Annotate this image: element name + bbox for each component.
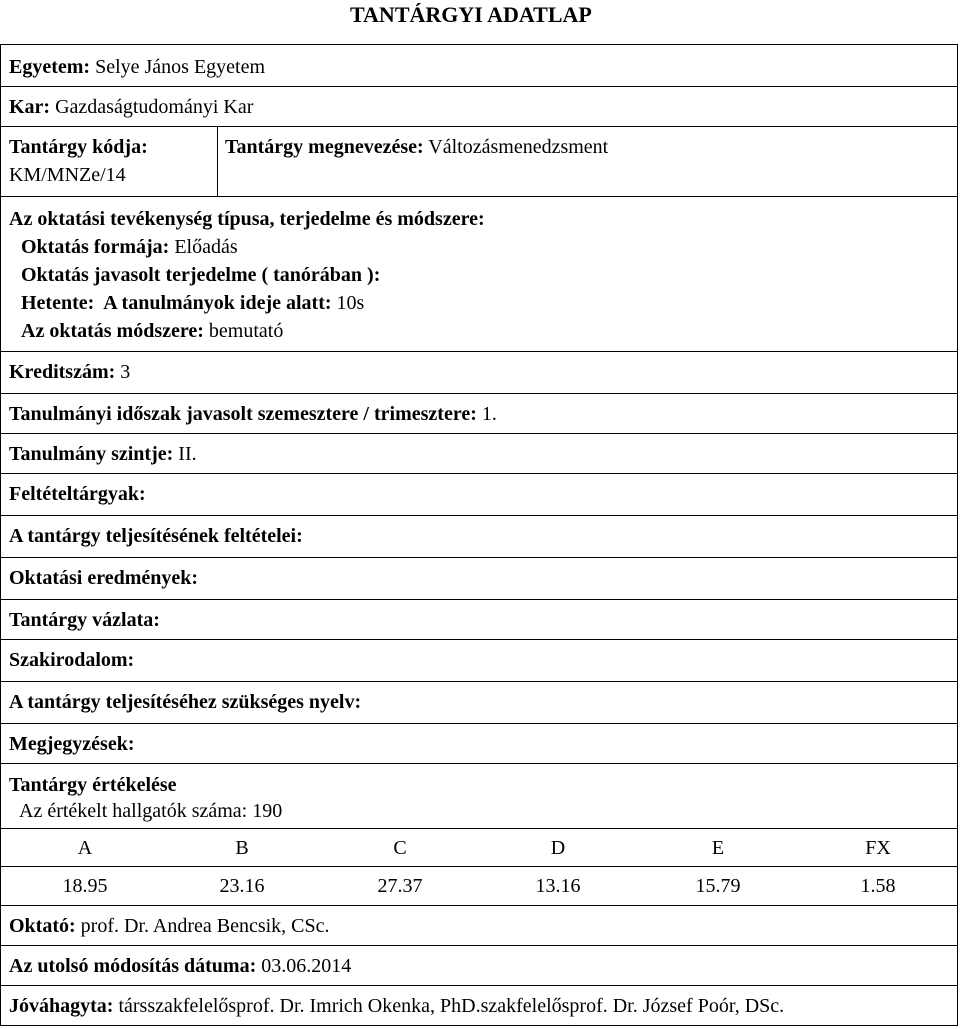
course-code-value: KM/MNZe/14 <box>9 164 126 186</box>
university-row <box>1 45 957 87</box>
grade-label-c: C <box>393 837 407 859</box>
grade-label-a: A <box>77 837 93 859</box>
semester-row <box>1 394 957 434</box>
evaluation-students-text: Az értékelt hallgatók száma: 190 <box>19 800 283 822</box>
grade-value-b: 23.16 <box>219 875 265 897</box>
conditions-label: A tantárgy teljesítésének feltételei: <box>9 525 303 547</box>
grade-label-d: D <box>550 837 566 859</box>
grade-values-row <box>1 867 957 905</box>
last-modified-label: Az utolsó módosítás dátuma: <box>9 955 257 977</box>
literature-label: Szakirodalom: <box>9 649 135 671</box>
credits-row <box>1 352 957 394</box>
prerequisites-row <box>1 474 957 516</box>
activity-form-value: Előadás <box>169 236 238 258</box>
course-id-row <box>1 127 957 197</box>
outline-row <box>1 600 957 640</box>
level-row <box>1 434 957 474</box>
notes-label: Megjegyzések: <box>9 733 135 755</box>
grade-distribution-table <box>1 829 957 906</box>
approved-row <box>1 986 957 1025</box>
grade-value-a: 18.95 <box>62 875 108 897</box>
document-title <box>0 2 960 42</box>
activity-row <box>1 197 957 352</box>
credits-value: 3 <box>115 361 131 383</box>
last-modified-value: 03.06.2014 <box>256 955 352 977</box>
grade-value-fx: 1.58 <box>860 875 896 897</box>
grade-label-b: B <box>235 837 249 859</box>
notes-row <box>1 724 957 764</box>
university-label: Egyetem: <box>9 56 91 78</box>
outcomes-row <box>1 558 957 600</box>
grade-value-c: 27.37 <box>377 875 423 897</box>
grade-label-e: E <box>711 837 725 859</box>
lecturer-label: Oktató: <box>9 915 76 937</box>
prerequisites-label: Feltételtárgyak: <box>9 483 146 505</box>
lecturer-value: prof. Dr. Andrea Bencsik, CSc. <box>75 915 330 937</box>
activity-form-label: Oktatás formája: <box>21 236 170 258</box>
activity-scope-label: Oktatás javasolt terjedelme ( tanórában ): <box>21 264 381 286</box>
activity-period-value: 10s <box>331 292 365 314</box>
outline-label: Tantárgy vázlata: <box>9 609 160 631</box>
grade-value-d: 13.16 <box>535 875 581 897</box>
grade-header-row <box>1 829 957 867</box>
literature-row <box>1 640 957 682</box>
evaluation-heading: Tantárgy értékelése <box>9 774 177 796</box>
course-name-label: Tantárgy megnevezése: <box>225 136 424 158</box>
document-title-text: TANTÁRGYI ADATLAP <box>350 2 592 27</box>
last-modified-row <box>1 946 957 986</box>
grade-value-e: 15.79 <box>695 875 741 897</box>
faculty-label: Kar: <box>9 96 51 118</box>
university-value: Selye János Egyetem <box>90 56 266 78</box>
credits-label: Kreditszám: <box>9 361 116 383</box>
faculty-value: Gazdaságtudományi Kar <box>50 96 254 118</box>
activity-method-value: bemutató <box>203 320 284 342</box>
grade-label-fx: FX <box>865 837 891 859</box>
faculty-row <box>1 87 957 127</box>
conditions-row <box>1 516 957 558</box>
activity-period-label: A tanulmányok ideje alatt: <box>94 292 332 314</box>
course-code-cell <box>1 127 218 196</box>
level-value: II. <box>173 443 197 465</box>
evaluation-row <box>1 764 957 829</box>
level-label: Tanulmány szintje: <box>9 443 174 465</box>
course-datasheet-form <box>0 44 958 1026</box>
lecturer-row <box>1 906 957 946</box>
activity-weekly-label: Hetente: <box>21 292 95 314</box>
course-code-label: Tantárgy kódja: <box>9 136 148 158</box>
activity-heading: Az oktatási tevékenység típusa, terjedelme és módszere: <box>9 208 485 230</box>
approved-value: társszakfelelősprof. Dr. Imrich Okenka, PhD.szakfelelősprof. Dr. József Poór, DSc. <box>113 995 785 1017</box>
outcomes-label: Oktatási eredmények: <box>9 567 199 589</box>
language-label: A tantárgy teljesítéséhez szükséges nyelv: <box>9 691 362 713</box>
approved-label: Jóváhagyta: <box>9 995 114 1017</box>
semester-label: Tanulmányi időszak javasolt szemesztere / trimesztere: <box>9 403 477 425</box>
language-row <box>1 682 957 724</box>
semester-value: 1. <box>476 403 497 425</box>
activity-method-label: Az oktatás módszere: <box>21 320 204 342</box>
course-name-value: Változásmenedzsment <box>423 136 609 158</box>
